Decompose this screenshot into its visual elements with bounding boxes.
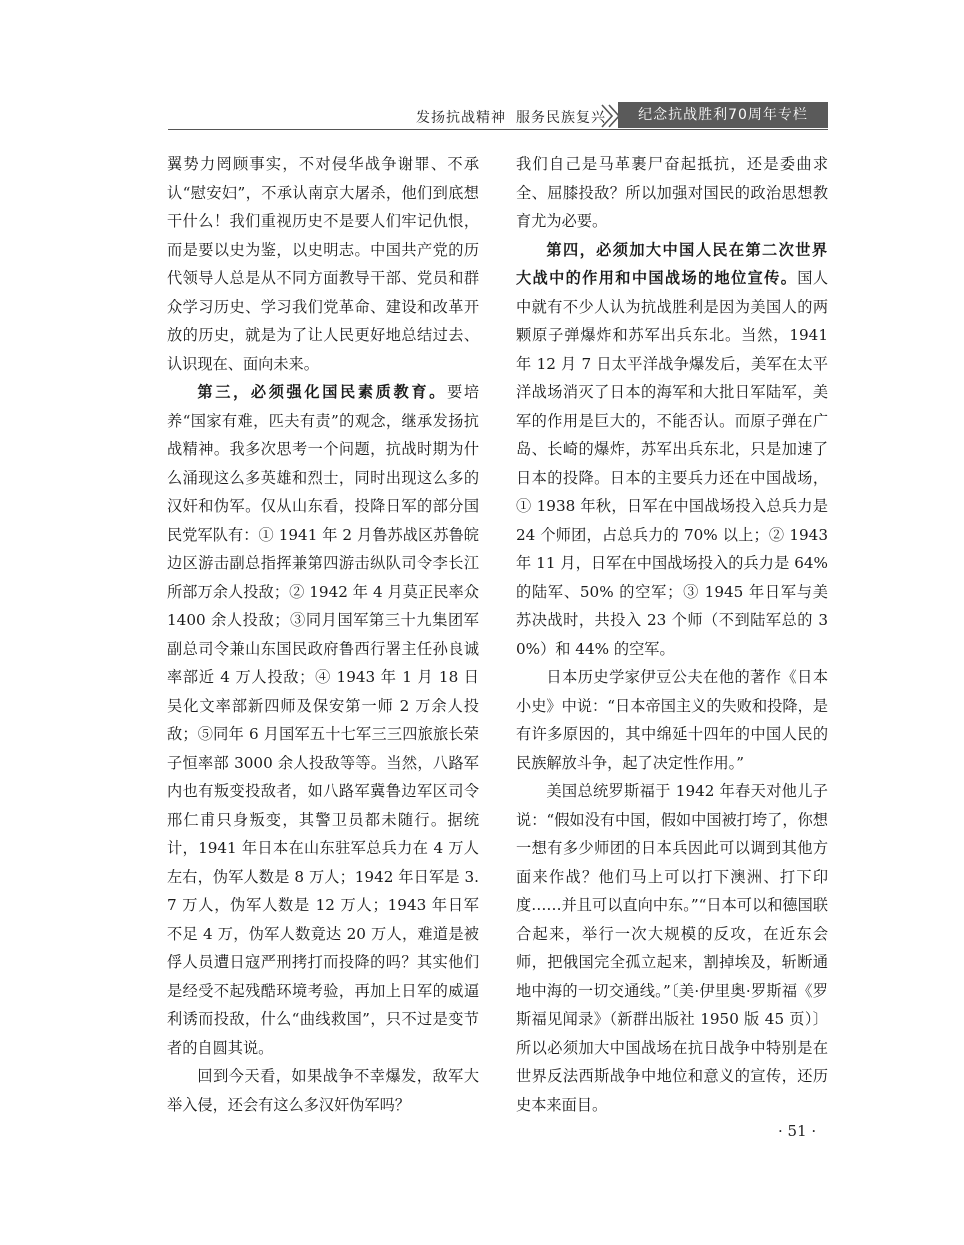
column-banner: 纪念抗战胜利70周年专栏 xyxy=(618,102,828,128)
paragraph-body: 要培养“国家有难，匹夫有责”的观念，继承发扬抗战精神。我多次思考一个问题，抗战时期为什么涌现这么多英雄和烈士，同时出现这么多的汉奸和伪军。仅从山东看，投降日军的部分国民党军队有：① 1941 年 2 月鲁苏战区苏鲁皖边区游击副总指挥兼第四游击纵队司令李长江所部万余人投敌；② 1942 年 4 月莫正民率众 1400 余人投敌；③同月国军第三十九集团军副总司令兼山东国民政府鲁西行署主任孙良诚率部近 4 万人投敌；④ 1943 年 1 月 18 日吴化文率部新四师及保安第一师 2 万余人投敌；⑤同年 6 月国军五十七军三三四旅旅长荣子恒率部 3000 余人投敌等等。当然，八路军内也有叛变投敌者，如八路军冀鲁边军区司令邢仁甫只身叛变，其警卫员都未随行。据统计，1941 年日本在山东驻军总兵力在 4 万人左右，伪军人数是 8 万人；1942 年日军是 3.7 万人，伪军人数是 12 万人；1943 年日军不足 4 万，伪军人数竟达 20 万人，难道是被俘人员遭日寇严刑拷打而投降的吗？其实他们是经受不起残酷环境考验，再加上日军的威逼利诱而投敌，什么“曲线救国”，只不过是变节者的自圆其说。 xyxy=(167,383,479,1057)
header-slogan xyxy=(406,107,606,127)
paragraph: 回到今天看，如果战争不幸爆发，敌军大举入侵，还会有这么多汉奸伪军吗？ xyxy=(167,1067,479,1114)
header-rule xyxy=(168,129,828,130)
left-column xyxy=(167,150,479,1119)
paragraph: 美国总统罗斯福于 1942 年春天对他儿子说：“假如没有中国，假如中国被打垮了，你想一想有多少师团的日本兵因此可以调到其他方面来作战？他们马上可以打下澳洲、打下印度……并且可以直向中东。”“日本可以和德国联合起来，举行一次大规模的反攻，在近东会师，把俄国完全孤立起来，割掉埃及，斩断通地中海的一切交通线。”〔美·伊里奥·罗斯福《罗斯福见闻录》（新群出版社 1950 版 45 页）〕所以必须加大中国战场在抗日战争中特别是在世界反法西斯战争中地位和意义的宣传，还历史本来面目。 xyxy=(516,782,828,1114)
paragraph-body: 国人中就有不少人认为抗战胜利是因为美国人的两颗原子弹爆炸和苏军出兵东北。当然，1941 年 12 月 7 日太平洋战争爆发后，美军在太平洋战场消灭了日本的海军和大批日军陆军，美军的作用是巨大的，不能否认。而原子弹在广岛、长崎的爆炸，苏军出兵东北，只是加速了日本的投降。日本的主要兵力还在中国战场，① 1938 年秋，日军在中国战场投入总兵力是 24 个师团，占总兵力的 70% 以上；② 1943 年 11 月，日军在中国战场投入的兵力是 64% 的陆军、50% 的空军；③ 1945 年日军与美苏决战时，共投入 23 个师（不到陆军总的 30%）和 44% 的空军。 xyxy=(516,269,829,658)
header-slogan-2: 服务民族复兴 xyxy=(516,110,606,126)
paragraph: 日本历史学家伊豆公夫在他的著作《日本小史》中说：“日本帝国主义的失败和投降，是有许多原因的，其中绵延十四年的中国人民的民族解放斗争，起了决定性作用。” xyxy=(516,668,828,772)
paragraph xyxy=(167,378,479,1062)
paragraph: 翼势力罔顾事实，不对侵华战争谢罪、不承认“慰安妇”，不承认南京大屠杀，他们到底想干什么！我们重视历史不是要人们牢记仇恨，而是要以史为鉴，以史明志。中国共产党的历代领导人总是从不同方面教导干部、党员和群众学习历史、学习我们党革命、建设和改革开放的历史，就是为了让人民更好地总结过去、认识现在、面向未来。 xyxy=(167,155,479,373)
paragraph xyxy=(516,236,828,664)
header-slogan-1: 发扬抗战精神 xyxy=(416,110,506,126)
page-number: · 51 · xyxy=(778,1122,817,1140)
section-heading: 第三，必须强化国民素质教育。 xyxy=(197,383,447,401)
section-heading: 第四，必须加大中国人民在第二次世界大战中的作用和中国战场的地位宣传。 xyxy=(516,240,828,287)
paragraph: 我们自己是马革裹尸奋起抵抗，还是委曲求全、屈膝投敌？所以加强对国民的政治思想教育尤为必要。 xyxy=(516,155,828,230)
right-column xyxy=(516,150,828,1119)
running-header xyxy=(168,96,828,132)
